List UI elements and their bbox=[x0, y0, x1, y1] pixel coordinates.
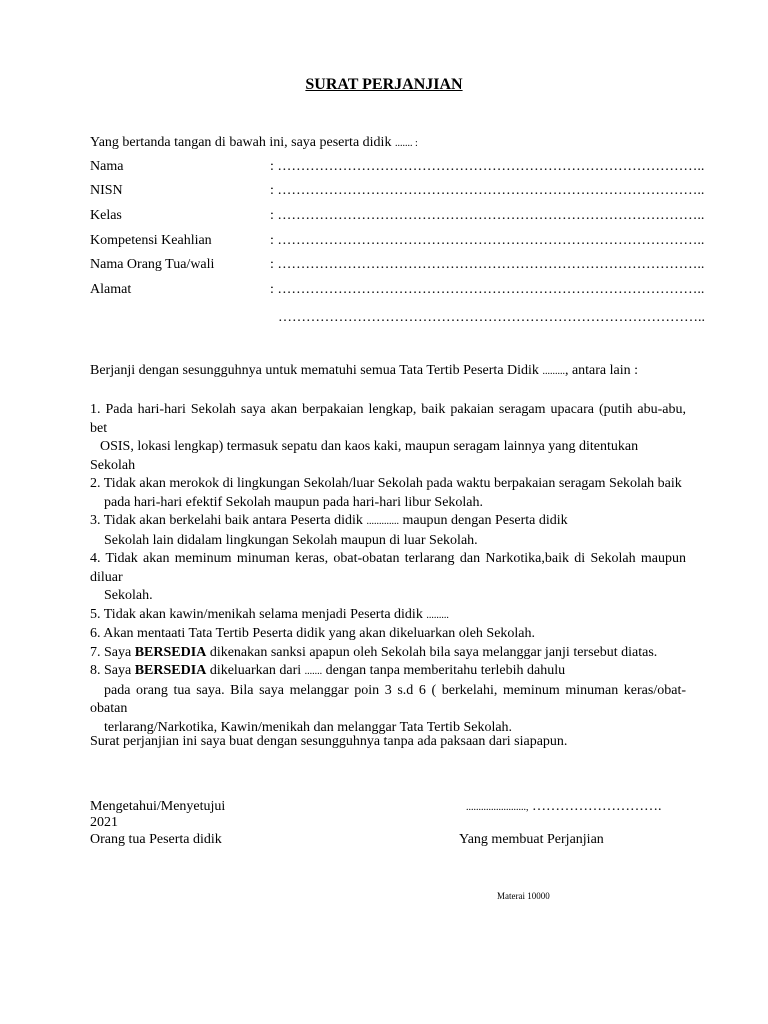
list-item-8-line3: terlarang/Narkotika, Kawin/menikah dan melanggar Tata Tertib Sekolah. bbox=[104, 719, 513, 735]
field-label-kompetensi: Kompetensi Keahlian bbox=[90, 233, 212, 248]
list-item-8 bbox=[90, 662, 686, 737]
signature-left-heading: Mengetahui/Menyetujui bbox=[90, 799, 226, 814]
page-title: SURAT PERJANJIAN bbox=[305, 76, 463, 93]
field-line-kompetensi: : ……………………………………………………………………………….. bbox=[270, 233, 705, 248]
list-item-3-dots: ............. bbox=[366, 516, 399, 527]
field-label-nisn: NISN bbox=[90, 183, 123, 198]
field-line-alamat-2: ……………………………………………………………………………….. bbox=[278, 310, 705, 325]
intro-text: Yang bertanda tangan di bawah ini, saya peserta didik bbox=[90, 135, 395, 150]
list-item-2-line2: pada hari-hari efektif Sekolah maupun pada hari-hari libur Sekolah. bbox=[104, 494, 484, 510]
intro-dots: ....... : bbox=[394, 138, 418, 149]
list-item-5-text: 5. Tidak akan kawin/menikah selama menjadi Peserta didik bbox=[90, 606, 427, 622]
pledge-text: Berjanji dengan sesungguhnya untuk mematuhi semua Tata Tertib Peserta Didik bbox=[90, 363, 543, 378]
list-item-3-text: 3. Tidak akan berkelahi baik antara Peserta didik bbox=[90, 513, 367, 528]
list-item-5-dots: ......... bbox=[426, 609, 449, 621]
list-item-7-post: dikenakan sanksi apapun oleh Sekolah bila saya melanggar janji tersebut diatas. bbox=[206, 644, 658, 660]
signature-left-title: Orang tua Peserta didik bbox=[90, 832, 222, 847]
list-item-2 bbox=[90, 475, 686, 512]
field-label-alamat: Alamat bbox=[90, 282, 132, 297]
signature-right-title: Yang membuat Perjanjian bbox=[459, 832, 604, 847]
field-line-nisn: : ……………………………………………………………………………….. bbox=[270, 183, 705, 198]
list-item-8-post: dengan tanpa memberitahu terlebih dahulu bbox=[322, 663, 566, 678]
place-dots: ........................, bbox=[466, 802, 529, 813]
list-item-7 bbox=[90, 644, 686, 663]
list-item-5 bbox=[90, 606, 686, 626]
list-item-3-line2: Sekolah lain didalam lingkungan Sekolah maupun di luar Sekolah. bbox=[104, 532, 478, 548]
list-item-8-line2: pada orang tua saya. Bila saya melanggar poin 3 s.d 6 ( berkelahi, meminum minuman keras/obat-obatan bbox=[90, 682, 686, 716]
list-item-7-pre: 7. Saya bbox=[90, 644, 135, 660]
list-item-4-text: 4. Tidak akan meminum minuman keras, obat-obatan terlarang dan Narkotika,baik di Sekolah maupun diluar bbox=[90, 551, 686, 585]
place-date-line bbox=[466, 799, 662, 816]
closing-statement: Surat perjanjian ini saya buat dengan sesungguhnya tanpa ada paksaan dari siapapun. bbox=[90, 734, 568, 749]
pledge-line bbox=[90, 363, 638, 380]
pledge-dots: ......... bbox=[542, 366, 565, 377]
list-item-8-bold: BERSEDIA bbox=[134, 663, 207, 678]
pledge-text-end: , antara lain : bbox=[564, 363, 639, 378]
field-label-nama: Nama bbox=[90, 159, 124, 174]
field-label-kelas: Kelas bbox=[90, 208, 122, 223]
list-item-1-text: 1. Pada hari-hari Sekolah saya akan berpakaian lengkap, baik pakaian seragam upacara (putih abu-abu, bet bbox=[90, 402, 686, 436]
list-item-8-mid: dikeluarkan dari bbox=[206, 663, 305, 678]
date-dots: ………………………. bbox=[528, 799, 662, 814]
field-line-nama: : ……………………………………………………………………………….. bbox=[270, 159, 705, 174]
intro-line bbox=[90, 135, 418, 152]
list-item-4 bbox=[90, 550, 686, 606]
list-item-8-pre: 8. Saya bbox=[90, 663, 135, 678]
list-item-3 bbox=[90, 512, 686, 550]
list-item-1-line3: Sekolah bbox=[90, 457, 136, 473]
materai-label: Materai 10000 bbox=[497, 891, 550, 901]
list-item-8-dots: ....... bbox=[304, 666, 323, 677]
signature-year: 2021 bbox=[90, 815, 118, 830]
list-item-4-line2: Sekolah. bbox=[104, 588, 153, 603]
list-item-1 bbox=[90, 401, 686, 475]
rules-list bbox=[90, 401, 686, 737]
list-item-7-bold: BERSEDIA bbox=[134, 644, 207, 660]
field-line-alamat: : ……………………………………………………………………………….. bbox=[270, 282, 705, 297]
list-item-1-line2: OSIS, lokasi lengkap) termasuk sepatu dan kaos kaki, maupun seragam lainnya yang ditentukan bbox=[100, 439, 639, 454]
list-item-3-text-end: maupun dengan Peserta didik bbox=[398, 513, 568, 528]
list-item-6-text: 6. Akan mentaati Tata Tertib Peserta didik yang akan dikeluarkan oleh Sekolah. bbox=[90, 626, 536, 641]
field-label-orang-tua: Nama Orang Tua/wali bbox=[90, 257, 215, 272]
list-item-6 bbox=[90, 625, 686, 644]
field-line-kelas: : ……………………………………………………………………………….. bbox=[270, 208, 705, 223]
field-line-orang-tua: : ……………………………………………………………………………….. bbox=[270, 257, 705, 272]
list-item-2-text: 2. Tidak akan merokok di lingkungan Sekolah/luar Sekolah pada waktu berpakaian seragam Sekolah baik bbox=[90, 476, 682, 491]
